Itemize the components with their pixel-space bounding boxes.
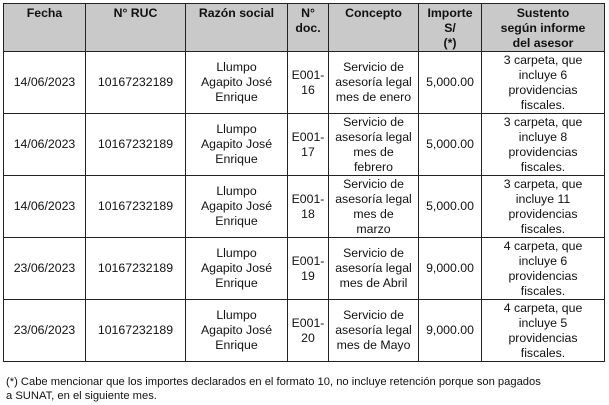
cell-razon-social: Llumpo Agapito José Enrique <box>186 114 288 176</box>
cell-razon-social: Llumpo Agapito José Enrique <box>186 176 288 238</box>
cell-fecha: 23/06/2023 <box>4 300 86 362</box>
cell-concepto: Servicio de asesoría legal mes de marzo <box>329 176 419 238</box>
cell-ruc: 10167232189 <box>86 238 186 300</box>
cell-numero-doc: E001- 20 <box>288 300 329 362</box>
cell-concepto: Servicio de asesoría legal mes de enero <box>329 52 419 114</box>
cell-importe: 5,000.00 <box>419 176 482 238</box>
cell-concepto: Servicio de asesoría legal mes de febrero <box>329 114 419 176</box>
cell-numero-doc: E001- 19 <box>288 238 329 300</box>
cell-importe: 9,000.00 <box>419 300 482 362</box>
footnote: (*) Cabe mencionar que los importes declarados en el formato 10, no incluye retención porque son pagados a SUNAT, en el siguiente mes. <box>6 376 541 402</box>
cell-importe: 5,000.00 <box>419 114 482 176</box>
header-razon-social: Razón social <box>186 4 288 52</box>
cell-sustento: 3 carpeta, que incluye 8 providencias fiscales. <box>482 114 605 176</box>
cell-ruc: 10167232189 <box>86 176 186 238</box>
cell-importe: 5,000.00 <box>419 52 482 114</box>
header-sustento: Sustento según informe del asesor <box>482 4 605 52</box>
table-header-row <box>4 4 605 52</box>
cell-ruc: 10167232189 <box>86 114 186 176</box>
cell-razon-social: Llumpo Agapito José Enrique <box>186 238 288 300</box>
cell-fecha: 23/06/2023 <box>4 238 86 300</box>
cell-sustento: 3 carpeta, que incluye 11 providencias fiscales. <box>482 176 605 238</box>
table-row <box>4 238 605 300</box>
cell-concepto: Servicio de asesoría legal mes de Abril <box>329 238 419 300</box>
table-row <box>4 114 605 176</box>
cell-razon-social: Llumpo Agapito José Enrique <box>186 52 288 114</box>
header-fecha: Fecha <box>4 4 86 52</box>
table-row <box>4 300 605 362</box>
cell-sustento: 4 carpeta, que incluye 6 providencias fiscales. <box>482 238 605 300</box>
cell-importe: 9,000.00 <box>419 238 482 300</box>
cell-numero-doc: E001- 17 <box>288 114 329 176</box>
cell-fecha: 14/06/2023 <box>4 114 86 176</box>
cell-numero-doc: E001- 16 <box>288 52 329 114</box>
header-concepto: Concepto <box>329 4 419 52</box>
cell-ruc: 10167232189 <box>86 300 186 362</box>
cell-numero-doc: E001- 18 <box>288 176 329 238</box>
table-row <box>4 52 605 114</box>
header-importe: Importe S/ (*) <box>419 4 482 52</box>
table-row <box>4 176 605 238</box>
cell-sustento: 4 carpeta, que incluye 5 providencias fiscales. <box>482 300 605 362</box>
cell-sustento: 3 carpeta, que incluye 6 providencias fiscales. <box>482 52 605 114</box>
header-numero-doc: N° doc. <box>288 4 329 52</box>
cell-fecha: 14/06/2023 <box>4 52 86 114</box>
cell-concepto: Servicio de asesoría legal mes de Mayo <box>329 300 419 362</box>
header-ruc: N° RUC <box>86 4 186 52</box>
cell-fecha: 14/06/2023 <box>4 176 86 238</box>
payments-table <box>3 3 605 362</box>
cell-ruc: 10167232189 <box>86 52 186 114</box>
cell-razon-social: Llumpo Agapito José Enrique <box>186 300 288 362</box>
